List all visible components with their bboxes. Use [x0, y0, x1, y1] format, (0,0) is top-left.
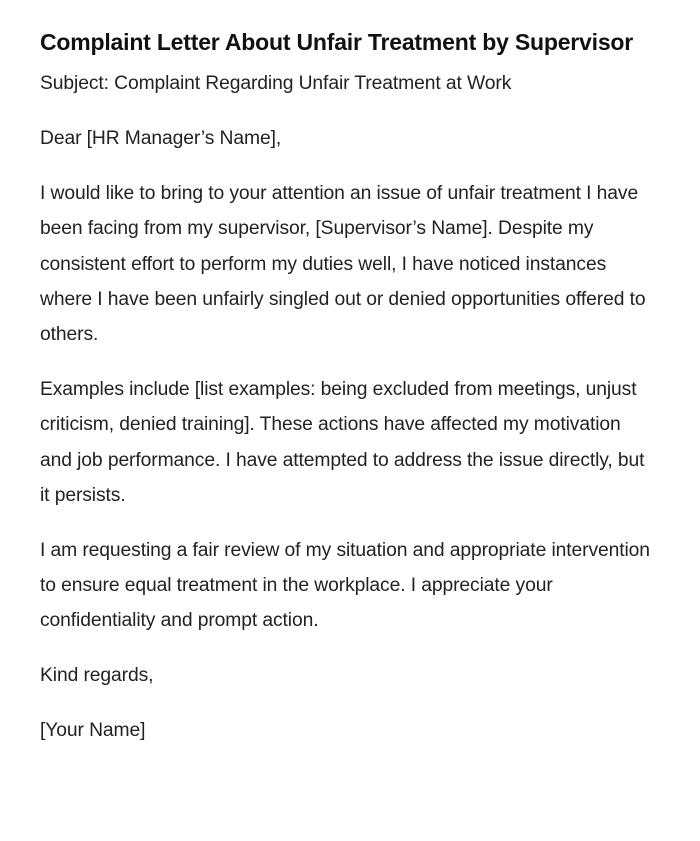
body-paragraph-2: Examples include [list examples: being excluded from meetings, unjust criticism, denied training]. These actions have affected my motivation and job performance. I have attempted to address the issue directly, but it persists. [40, 379, 645, 506]
page-title: Complaint Letter About Unfair Treatment by Supervisor [40, 29, 634, 55]
salutation: Dear [HR Manager’s Name], [40, 128, 282, 150]
closing: Kind regards, [40, 665, 154, 687]
signature: [Your Name] [40, 719, 146, 741]
body-paragraph-1: I would like to bring to your attention an issue of unfair treatment I have been facing from my supervisor, [Supervisor’s Name]. Despite my consistent effort to perform my duties well, I have noticed instances where I have been unfairly singled out or denied opportunities offered to others. [40, 183, 646, 346]
body-paragraph-3: I am requesting a fair review of my situation and appropriate intervention to ensure equal treatment in the workplace. I appreciate your confidentiality and prompt action. [40, 539, 650, 632]
subject-line: Subject: Complaint Regarding Unfair Treatment at Work [40, 73, 512, 94]
letter-document [40, 20, 650, 768]
